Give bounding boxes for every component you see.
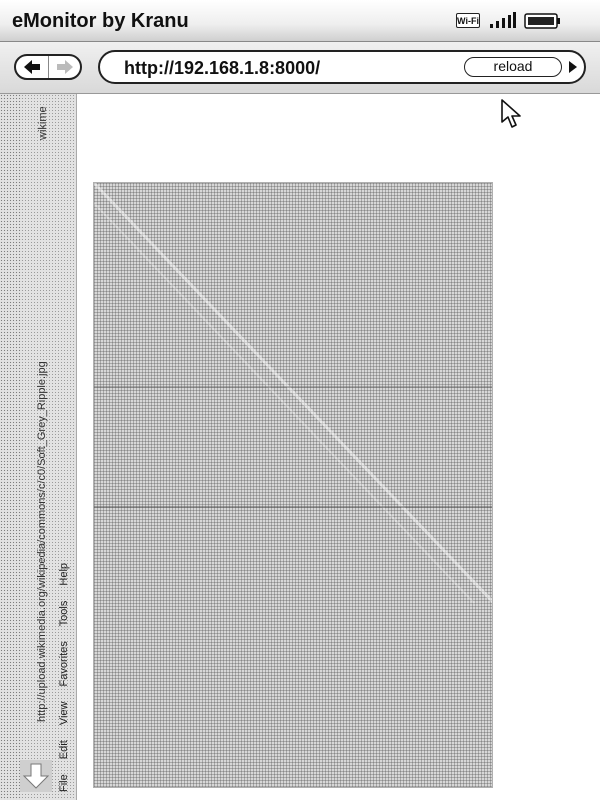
remote-page-image bbox=[93, 182, 493, 788]
menu-item-tools[interactable]: Tools bbox=[58, 600, 70, 627]
triangle-right-icon[interactable] bbox=[568, 60, 578, 74]
url-text[interactable]: http://192.168.1.8:8000/ bbox=[124, 58, 321, 78]
menu-item-view[interactable]: View bbox=[58, 701, 70, 726]
menu-item-edit[interactable]: Edit bbox=[58, 740, 70, 760]
download-icon bbox=[18, 758, 54, 794]
reload-button[interactable]: reload bbox=[464, 57, 562, 77]
menu-item-help[interactable]: Help bbox=[58, 562, 70, 586]
back-button[interactable] bbox=[16, 56, 49, 78]
remote-address-bar[interactable]: http://upload.wikimedia.org/wikipedia/commons/c/c0/Soft_Grey_Ripple.jpg bbox=[36, 361, 48, 722]
signal-icon bbox=[489, 11, 517, 29]
menu-item-file[interactable]: File bbox=[58, 774, 70, 792]
navigation-bar bbox=[0, 42, 600, 94]
app-title: eMonitor by Kranu bbox=[12, 10, 189, 32]
mouse-cursor-icon bbox=[500, 98, 522, 130]
url-bar[interactable] bbox=[98, 50, 586, 84]
wifi-icon: Wi-Fi bbox=[456, 13, 480, 28]
menu-item-favorites[interactable]: Favorites bbox=[58, 641, 70, 687]
remote-menu-bar bbox=[58, 551, 70, 792]
remote-toolbar-shade bbox=[0, 94, 22, 800]
ripple-image bbox=[94, 183, 493, 788]
arrow-right-icon bbox=[56, 59, 74, 75]
remote-tab-label[interactable]: wikime bbox=[37, 106, 49, 140]
history-buttons bbox=[14, 54, 82, 80]
forward-button[interactable] bbox=[49, 56, 81, 78]
status-bar bbox=[0, 0, 600, 42]
battery-icon bbox=[524, 12, 562, 30]
arrow-left-icon bbox=[23, 59, 41, 75]
